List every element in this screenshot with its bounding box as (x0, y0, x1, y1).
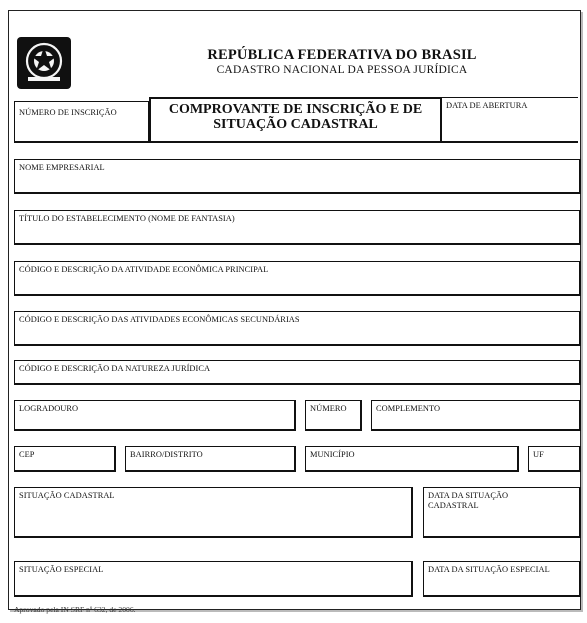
status-label: SITUAÇÃO CADASTRAL (19, 491, 115, 500)
legal-nature-label: CÓDIGO E DESCRIÇÃO DA NATUREZA JURÍDICA (19, 364, 211, 373)
opening-date-field[interactable] (441, 97, 578, 143)
status-date-label-line1: DATA DA SITUAÇÃO (428, 491, 509, 500)
number-field[interactable] (305, 400, 362, 431)
secondary-activities-field[interactable] (14, 311, 581, 346)
business-name-label: NOME EMPRESARIAL (19, 163, 105, 172)
street-label: LOGRADOURO (19, 404, 79, 413)
street-field[interactable] (14, 400, 296, 431)
registry-subtitle: CADASTRO NACIONAL DA PESSOA JURÍDICA (216, 64, 468, 76)
document-title-box (149, 97, 442, 143)
city-label: MUNICÍPIO (310, 450, 355, 459)
registration-number-label: NÚMERO DE INSCRIÇÃO (19, 108, 117, 117)
complement-label: COMPLEMENTO (376, 404, 441, 413)
special-status-field[interactable] (14, 561, 413, 597)
complement-field[interactable] (371, 400, 581, 431)
legal-nature-field[interactable] (14, 360, 581, 385)
seal-star-graphic (17, 37, 71, 89)
main-activity-field[interactable] (14, 261, 581, 296)
main-activity-label: CÓDIGO E DESCRIÇÃO DA ATIVIDADE ECONÔMICA PRINCIPAL (19, 265, 269, 274)
district-label: BAIRRO/DISTRITO (130, 450, 203, 459)
approval-footnote: Aprovado pela IN SRF nº 632, de 2006. (14, 605, 136, 614)
status-date-field[interactable] (423, 487, 581, 538)
registration-number-field[interactable] (14, 101, 150, 143)
document-title (151, 102, 440, 132)
opening-date-label: DATA DE ABERTURA (446, 101, 528, 110)
trade-name-label: TÍTULO DO ESTABELECIMENTO (NOME DE FANTASIA) (19, 214, 235, 223)
document-title-line2: SITUAÇÃO CADASTRAL (213, 117, 378, 132)
number-label: NÚMERO (310, 404, 347, 413)
brasil-coat-of-arms-icon (17, 37, 71, 89)
special-status-date-label: DATA DA SITUAÇÃO ESPECIAL (428, 565, 550, 574)
district-field[interactable] (125, 446, 296, 472)
state-label: UF (533, 450, 544, 459)
trade-name-field[interactable] (14, 210, 581, 245)
special-status-label: SITUAÇÃO ESPECIAL (19, 565, 104, 574)
secondary-activities-label: CÓDIGO E DESCRIÇÃO DAS ATIVIDADES ECONÔMICAS SECUNDÁRIAS (19, 315, 300, 324)
city-field[interactable] (305, 446, 519, 472)
special-status-date-field[interactable] (423, 561, 581, 597)
status-field[interactable] (14, 487, 413, 538)
zip-field[interactable] (14, 446, 116, 472)
country-title: REPÚBLICA FEDERATIVA DO BRASIL (207, 47, 477, 63)
status-date-label (428, 491, 508, 511)
status-date-label-line2: CADASTRAL (428, 501, 479, 510)
state-field[interactable] (528, 446, 581, 472)
document-title-line1: COMPROVANTE DE INSCRIÇÃO E DE (168, 102, 423, 117)
business-name-field[interactable] (14, 159, 581, 194)
zip-label: CEP (19, 450, 35, 459)
